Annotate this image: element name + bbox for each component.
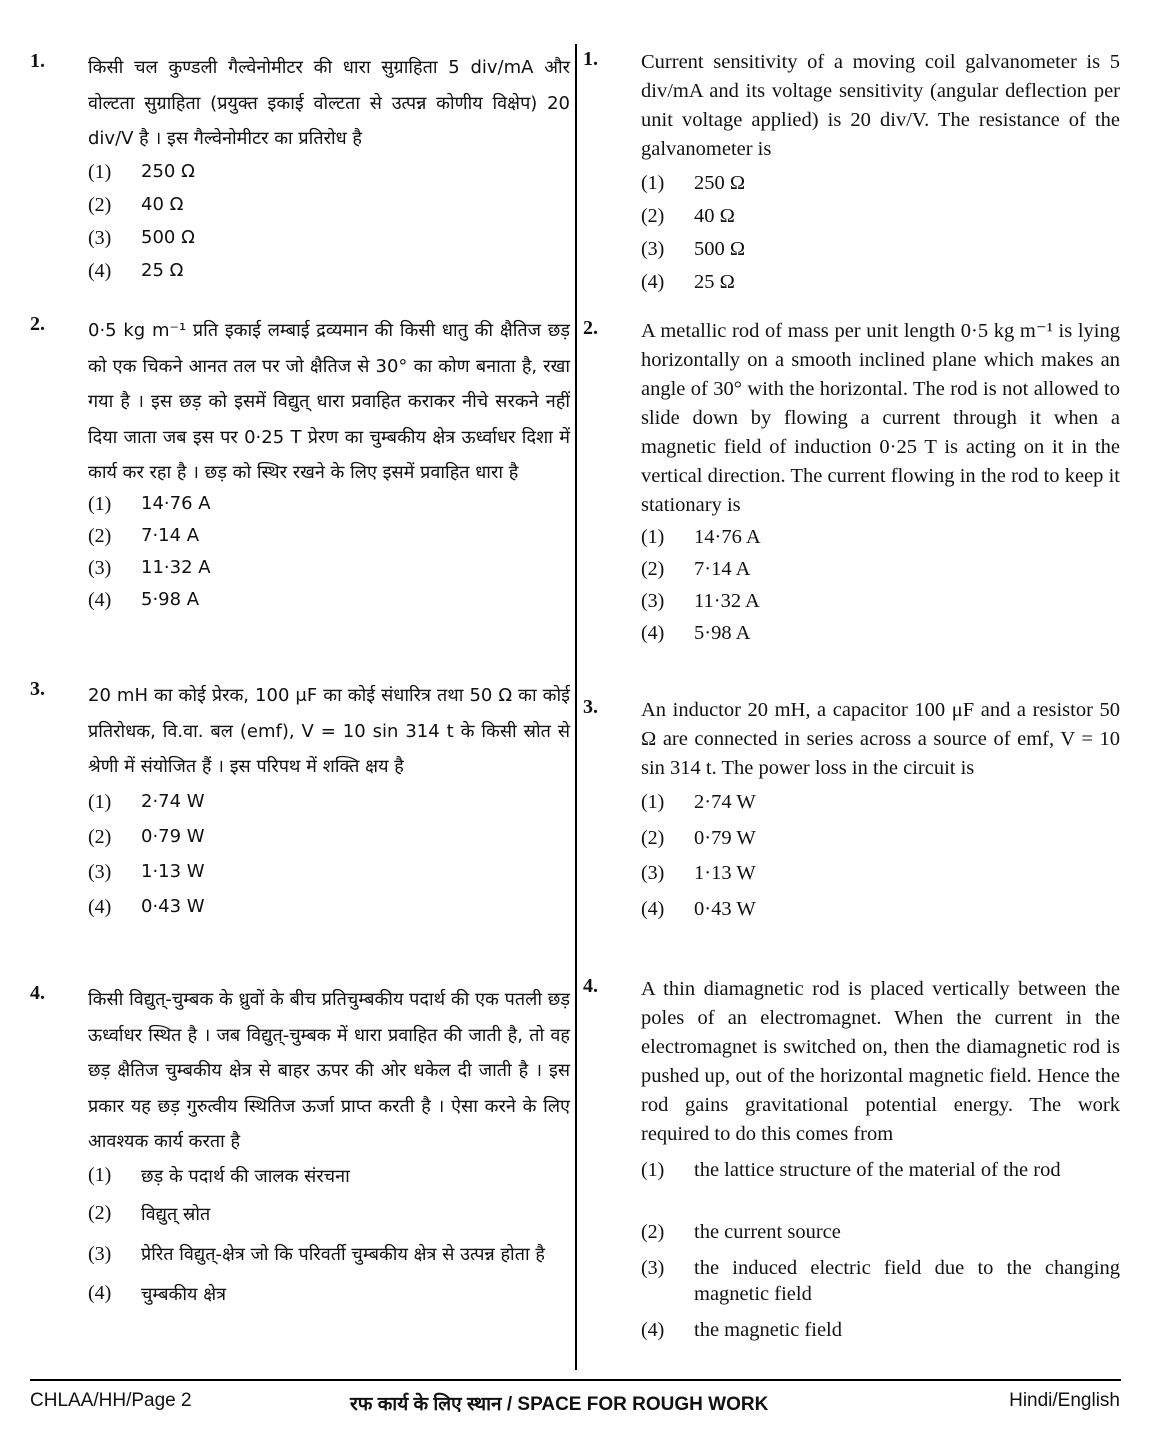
option: (4) 25 Ω (641, 271, 735, 293)
option: (4) 5·98 A (641, 622, 751, 644)
english-question-2 (583, 317, 1120, 652)
option: (2) 7·14 A (88, 524, 200, 547)
question-text: A thin diamagnetic rod is placed vertically between the poles of an electromagnet. When the current in the electromagnet is switched on, then the diamagnetic rod is pushed up, out of the horizontal magnetic field. Hence the rod gains gravitational potential energy. The work required to do this comes from (641, 978, 1120, 1145)
question-number: 1. (30, 50, 45, 72)
question-number: 1. (583, 48, 598, 70)
question-text: Current sensitivity of a moving coil galvanometer is 5 div/mA and its voltage sensitivity (angular deflection per unit voltage applied) is 20 div/V. The resistance of the galvanometer is (641, 51, 1120, 160)
option: (3) 500 Ω (641, 238, 746, 260)
option: (2) 0·79 W (641, 826, 756, 849)
page-code: CHLAA/HH/Page 2 (30, 1390, 192, 1411)
option: (4) the magnetic field (641, 1319, 842, 1341)
option: (3) 1·13 W (88, 860, 205, 883)
option: (1) 14·76 A (641, 526, 761, 548)
option: (1) 250 Ω (88, 160, 195, 183)
question-number: 2. (30, 313, 45, 335)
option: (1) छड़ के पदार्थ की जालक संरचना (88, 1163, 350, 1187)
option: (2) 7·14 A (641, 558, 751, 580)
option: (4) 0·43 W (641, 897, 756, 920)
option: (2) the current source (641, 1221, 841, 1243)
question-text: किसी चल कुण्डली गैल्वेनोमीटर की धारा सुग्राहिता 5 div/mA और वोल्टता सुग्राहिता (प्रयुक्त इकाई वोल्टता से उत्पन्न कोणीय विक्षेप) 20 div/V है । इस गैल्वेनोमीटर का प्रतिरोध है (88, 57, 570, 149)
option: (3) 1·13 W (641, 862, 756, 884)
option: (3) 11·32 A (641, 590, 760, 612)
question-number: 2. (583, 317, 598, 339)
question-number: 4. (30, 982, 45, 1004)
hindi-question-3 (30, 678, 570, 931)
english-question-3 (583, 696, 1120, 931)
option: (3) the induced electric field due to the changing magnetic field (641, 1257, 1120, 1305)
option: (3) 500 Ω (88, 226, 195, 249)
option: (3) प्रेरित विद्युत्-क्षेत्र जो कि परिवर्ती चुम्बकीय क्षेत्र से उत्पन्न होता है (88, 1242, 545, 1265)
rough-work-label: रफ कार्य के लिए स्थान / SPACE FOR ROUGH WORK (350, 1394, 769, 1415)
option: (4) 25 Ω (88, 259, 184, 282)
question-number: 3. (583, 696, 598, 718)
column-divider (575, 44, 577, 1370)
english-question-4 (583, 975, 1120, 1347)
question-text: A metallic rod of mass per unit length 0·5 kg m⁻¹ is lying horizontally on a smooth inclined plane which makes an angle of 30° with the horizontal. The rod is not allowed to slide down by flowing a current through it when a magnetic field of induction 0·25 T is acting on it in the vertical direction. The current flowing in the rod to keep it stationary is (641, 320, 1120, 516)
hindi-question-2 (30, 313, 570, 621)
question-number: 4. (583, 975, 598, 997)
question-text: 0·5 kg m⁻¹ प्रति इकाई लम्बाई द्रव्यमान की किसी धातु की क्षैतिज छड़ को एक चिकने आनत तल पर जो क्षैतिज से 30° का कोण बनाता है, रखा गया है । इस छड़ को इसमें विद्युत् धारा प्रवाहित कराकर नीचे सरकने नहीं दिया जाता जब इस पर 0·25 T प्रेरण का चुम्बकीय क्षेत्र ऊर्ध्वाधर दिशा में कार्य कर रहा है । छड़ को स्थिर रखने के लिए इसमें प्रवाहित धारा है (88, 320, 570, 483)
option: (2) 40 Ω (641, 205, 735, 227)
option: (1) 250 Ω (641, 172, 746, 194)
question-text: An inductor 20 mH, a capacitor 100 μF and a resistor 50 Ω are connected in series across a source of emf, V = 10 sin 314 t. The power loss in the circuit is (641, 699, 1120, 779)
language-label: Hindi/English (1009, 1390, 1120, 1411)
question-text: किसी विद्युत्-चुम्बक के ध्रुवों के बीच प्रतिचुम्बकीय पदार्थ की एक पतली छड़ ऊर्ध्वाधर स्थित है । जब विद्युत्-चुम्बक में धारा प्रवाहित की जाती है, तो वह छड़ क्षैतिज चुम्बकीय क्षेत्र से बाहर ऊपर की ओर धकेल दी जाती है । इस प्रकार यह छड़ गुरुत्वीय स्थितिज ऊर्जा प्राप्त करती है । ऐसा करने के लिए आवश्यक कार्य करता है (88, 989, 570, 1152)
option: (2) 40 Ω (88, 193, 184, 216)
option: (1) 2·74 W (641, 791, 756, 813)
option: (2) विद्युत् स्रोत (88, 1201, 211, 1225)
footer-rule (30, 1379, 1121, 1381)
hindi-question-1 (30, 50, 570, 293)
option: (1) 14·76 A (88, 492, 211, 515)
english-question-1 (583, 48, 1120, 302)
option: (4) चुम्बकीय क्षेत्र (88, 1281, 227, 1305)
question-text: 20 mH का कोई प्रेरक, 100 μF का कोई संधारित्र तथा 50 Ω का कोई प्रतिरोधक, वि.वा. बल (emf), V = 10 sin 314 t के किसी स्रोत से श्रेणी में संयोजित हैं । इस परिपथ में शक्ति क्षय है (88, 685, 570, 777)
option: (3) 11·32 A (88, 556, 211, 579)
option: (1) 2·74 W (88, 790, 205, 813)
option: (4) 0·43 W (88, 895, 205, 918)
option: (1) the lattice structure of the material of the rod (641, 1159, 1061, 1181)
option: (4) 5·98 A (88, 588, 200, 611)
option: (2) 0·79 W (88, 825, 205, 848)
question-number: 3. (30, 678, 45, 700)
hindi-question-4 (30, 982, 570, 1316)
